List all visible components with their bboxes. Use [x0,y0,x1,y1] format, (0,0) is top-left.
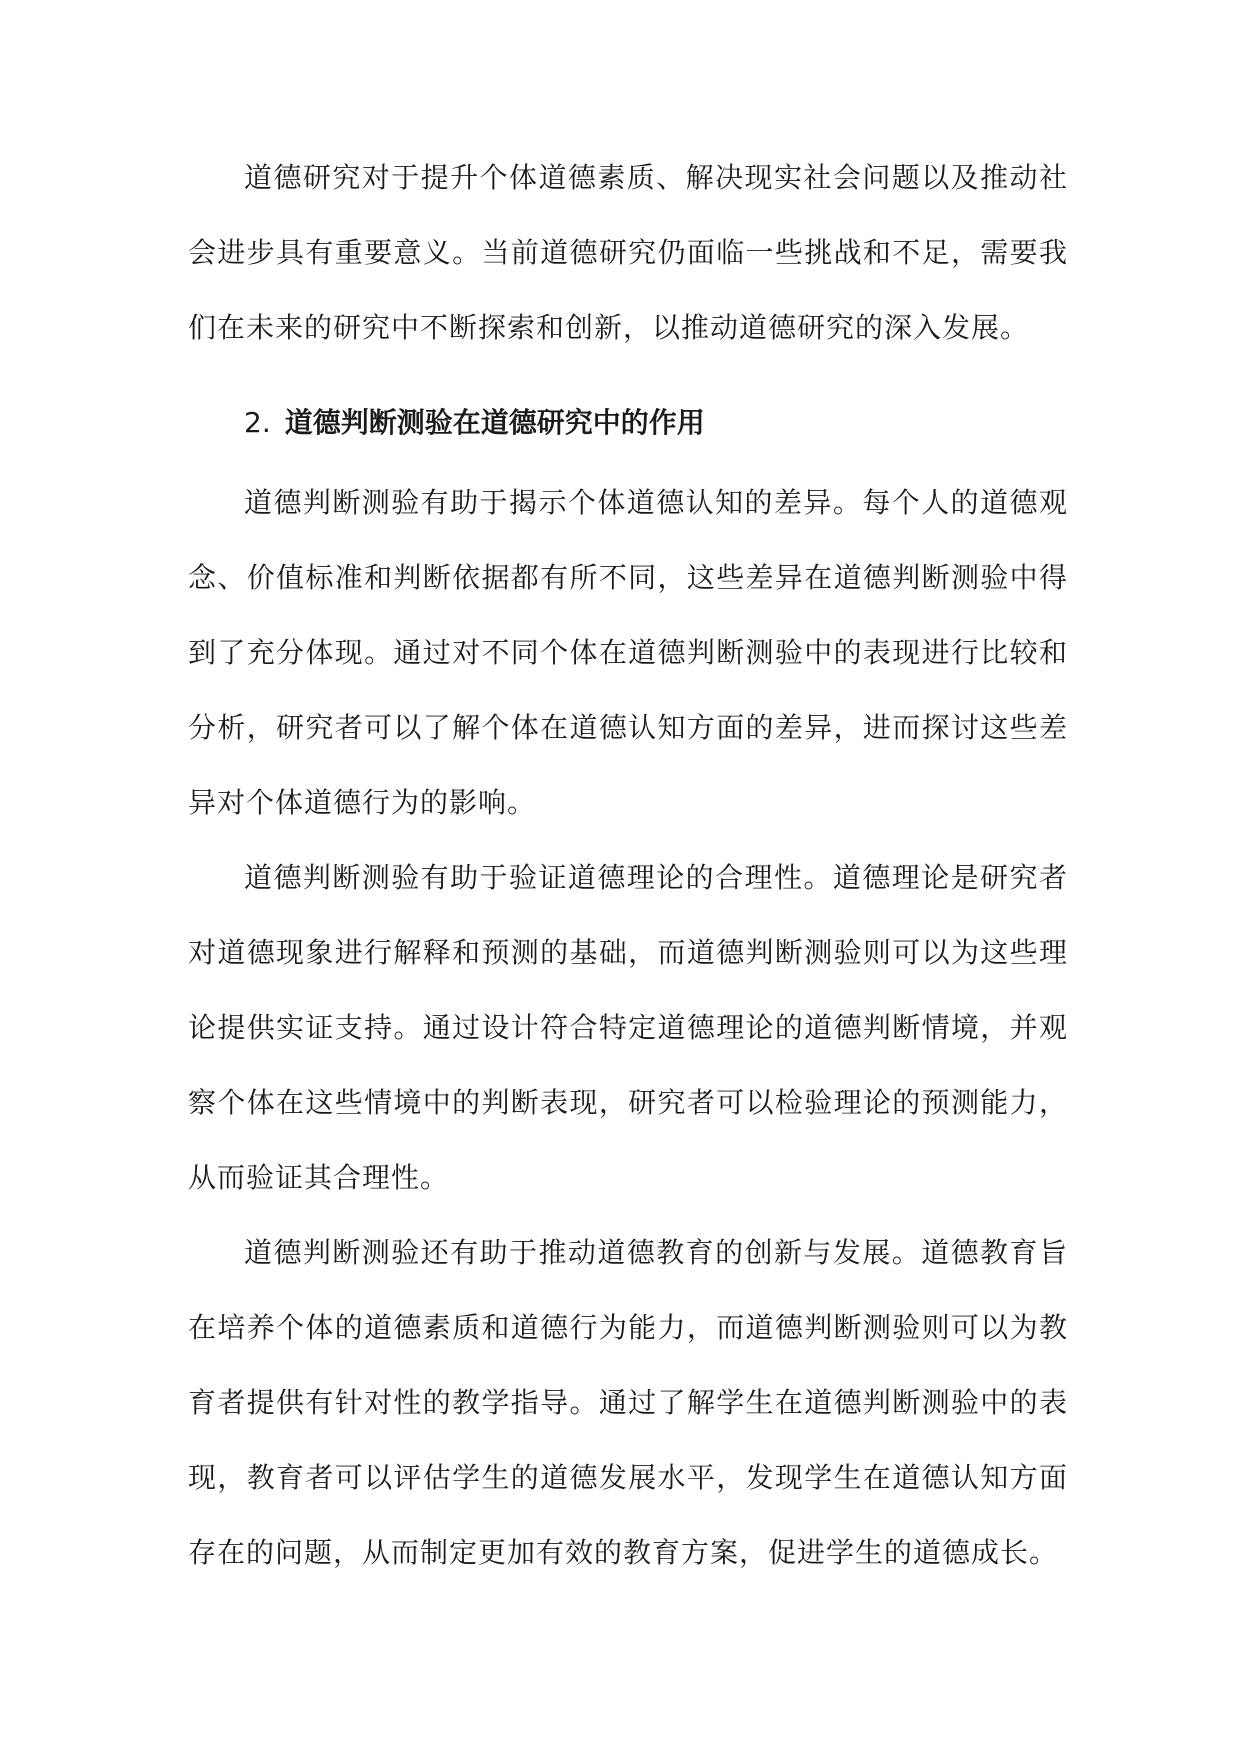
section-heading [188,365,1068,465]
section-title: 道德判断测验在道德研究中的作用 [284,406,705,439]
intro-paragraph: 道德研究对于提升个体道德素质、解决现实社会问题以及推动社会进步具有重要意义。当前道德研究仍面临一些挑战和不足，需要我们在未来的研究中不断探索和创新，以推动道德研究的深入发展。 [188,161,1068,344]
body-paragraph-2: 道德判断测验有助于验证道德理论的合理性。道德理论是研究者对道德现象进行解释和预测的基础，而道德判断测验则可以为这些理论提供实证支持。通过设计符合特定道德理论的道德判断情境，并观察个体在这些情境中的判断表现，研究者可以检验理论的预测能力，从而验证其合理性。 [188,861,1068,1194]
section-number: 2. [244,406,271,439]
document-page [188,140,1068,1590]
body-paragraph-3: 道德判断测验还有助于推动道德教育的创新与发展。道德教育旨在培养个体的道德素质和道德行为能力，而道德判断测验则可以为教育者提供有针对性的教学指导。通过了解学生在道德判断测验中的表现，教育者可以评估学生的道德发展水平，发现学生在道德认知方面存在的问题，从而制定更加有效的教育方案，促进学生的道德成长。 [188,1236,1068,1569]
body-paragraph-1: 道德判断测验有助于揭示个体道德认知的差异。每个人的道德观念、价值标准和判断依据都有所不同，这些差异在道德判断测验中得到了充分体现。通过对不同个体在道德判断测验中的表现进行比较和分析，研究者可以了解个体在道德认知方面的差异，进而探讨这些差异对个体道德行为的影响。 [188,486,1068,819]
